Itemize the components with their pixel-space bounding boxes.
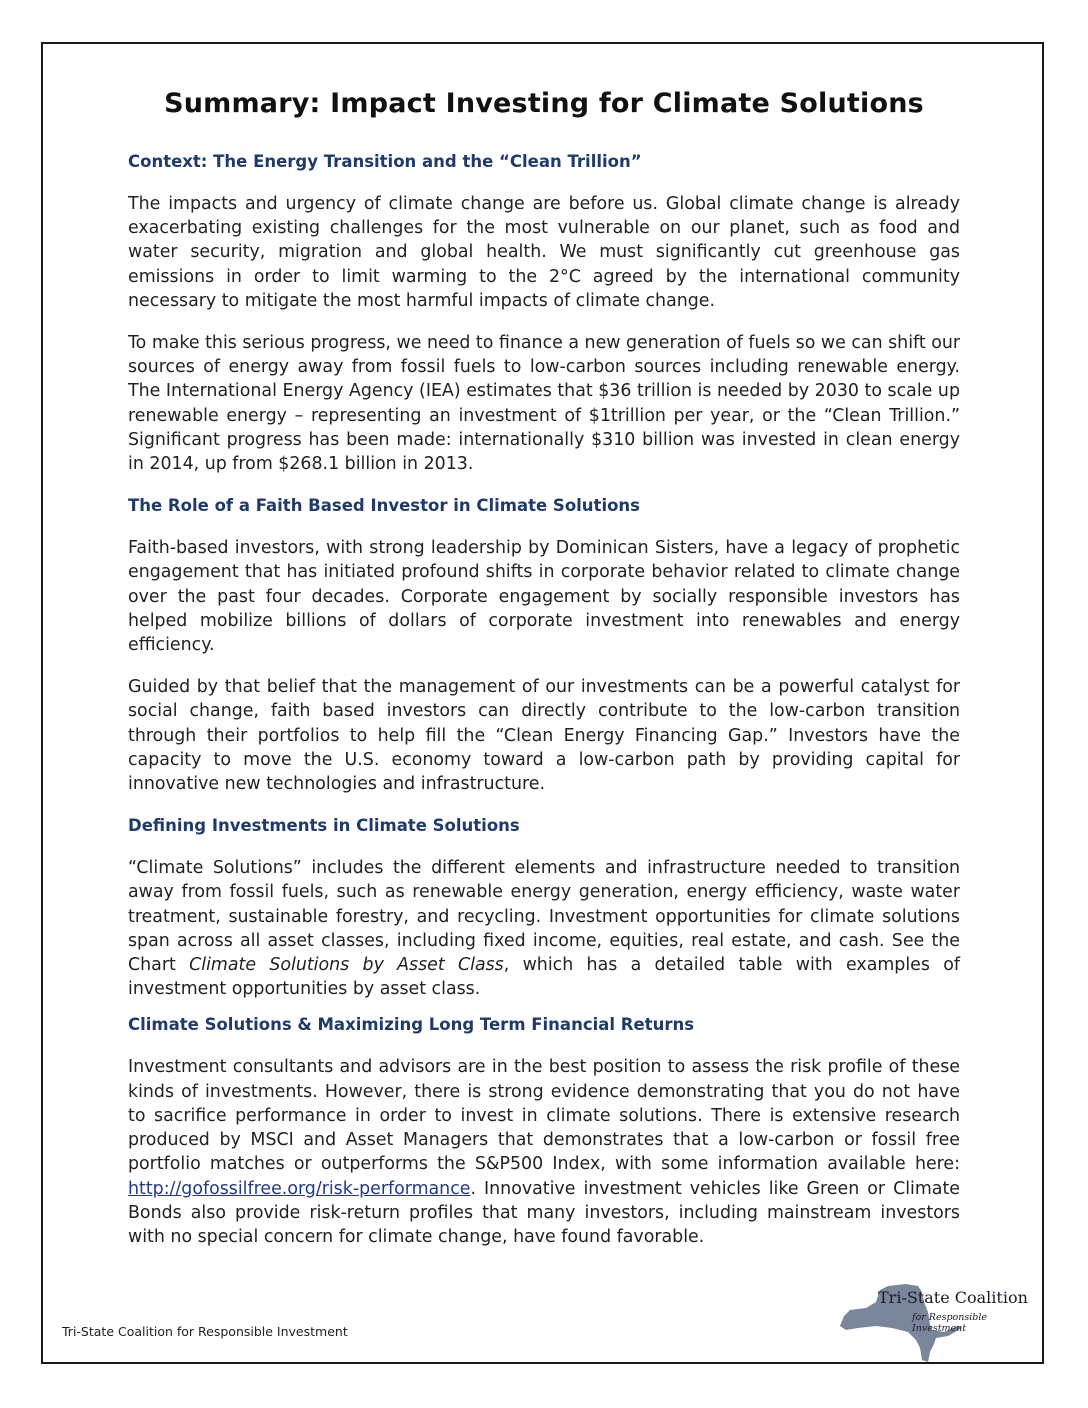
section-faith-investor (128, 494, 960, 796)
section-context (128, 150, 960, 476)
coalition-logo (836, 1282, 1036, 1364)
paragraph-text: , which has a detailed table with examples of investment opportunities by asset class. (128, 955, 960, 1000)
document-body (128, 150, 960, 1267)
paragraph: The impacts and urgency of climate change are before us. Global climate change is already exacerbating existing challenges for the most vulnerable on our planet, such as food and water security, migration and global health. We must significantly cut greenhouse gas emissions in order to limit warming to the 2°C agreed by the international community necessary to mitigate the most harmful impacts of climate change. (128, 194, 960, 311)
paragraph: Guided by that belief that the management of our investments can be a powerful catalyst for social change, faith based investors can directly contribute to the low-carbon transition through their portfolios to help fill the “Clean Energy Financing Gap.” Investors have the capacity to move the U.S. economy toward a low-carbon path by providing capital for innovative new technologies and infrastructure. (128, 677, 960, 795)
page-title: Summary: Impact Investing for Climate Solutions (164, 88, 924, 119)
paragraph-text: Investment consultants and advisors are in the best position to assess the risk profile of these kinds of investments. However, there is strong evidence demonstrating that you do not have to sacrifice performance in order to invest in climate solutions. There is extensive research produced by MSCI and Asset Managers that demonstrates that a low-carbon or fossil free portfolio matches or outperforms the S&P500 Index, with some information available here: (128, 1057, 960, 1175)
section-defining-investments (128, 814, 960, 1001)
section-financial-returns (128, 1013, 960, 1249)
footer-org-name: Tri-State Coalition for Responsible Investment (62, 1324, 348, 1339)
section-heading: Climate Solutions & Maximizing Long Term Financial Returns (128, 1015, 695, 1035)
paragraph: Faith-based investors, with strong leadership by Dominican Sisters, have a legacy of prophetic engagement that has initiated profound shifts in corporate behavior related to climate change over the past four decades. Corporate engagement by socially responsible investors has helped mobilize billions of dollars of corporate investment into renewables and energy efficiency. (128, 538, 960, 656)
paragraph (128, 856, 960, 1001)
logo-subtitle: for Responsible Investment (912, 1312, 988, 1334)
section-heading: Defining Investments in Climate Solutions (128, 816, 520, 836)
paragraph-text: “Climate Solutions” includes the different elements and infrastructure needed to transition away from fossil fuels, such as renewable energy generation, energy efficiency, waste water treatment, sustainable forestry, and recycling. Investment opportunities for climate solutions span across all asset classes, including fixed income, equities, real estate, and cash. See the Chart (128, 858, 960, 976)
paragraph (128, 1055, 960, 1249)
logo-title: Tri-State Coalition (878, 1288, 1028, 1307)
risk-performance-link[interactable]: http://gofossilfree.org/risk-performance (128, 1178, 471, 1199)
section-heading: The Role of a Faith Based Investor in Climate Solutions (128, 496, 640, 516)
section-heading: Context: The Energy Transition and the “Clean Trillion” (128, 152, 642, 171)
paragraph-text: . Innovative investment vehicles like Green or Climate Bonds also provide risk-return profiles that many investors, including mainstream investors with no special concern for climate change, have found favorable. (128, 1178, 960, 1247)
chart-reference: Climate Solutions by Asset Class (189, 955, 504, 976)
paragraph: To make this serious progress, we need to finance a new generation of fuels so we can shift our sources of energy away from fossil fuels to low-carbon sources including renewable energy. The International Energy Agency (IEA) estimates that $36 trillion is needed by 2030 to scale up renewable energy – representing an investment of $1trillion per year, or the “Clean Trillion.” Significant progress has been made: internationally $310 billion was invested in clean energy in 2014, up from $268.1 billion in 2013. (128, 333, 961, 475)
